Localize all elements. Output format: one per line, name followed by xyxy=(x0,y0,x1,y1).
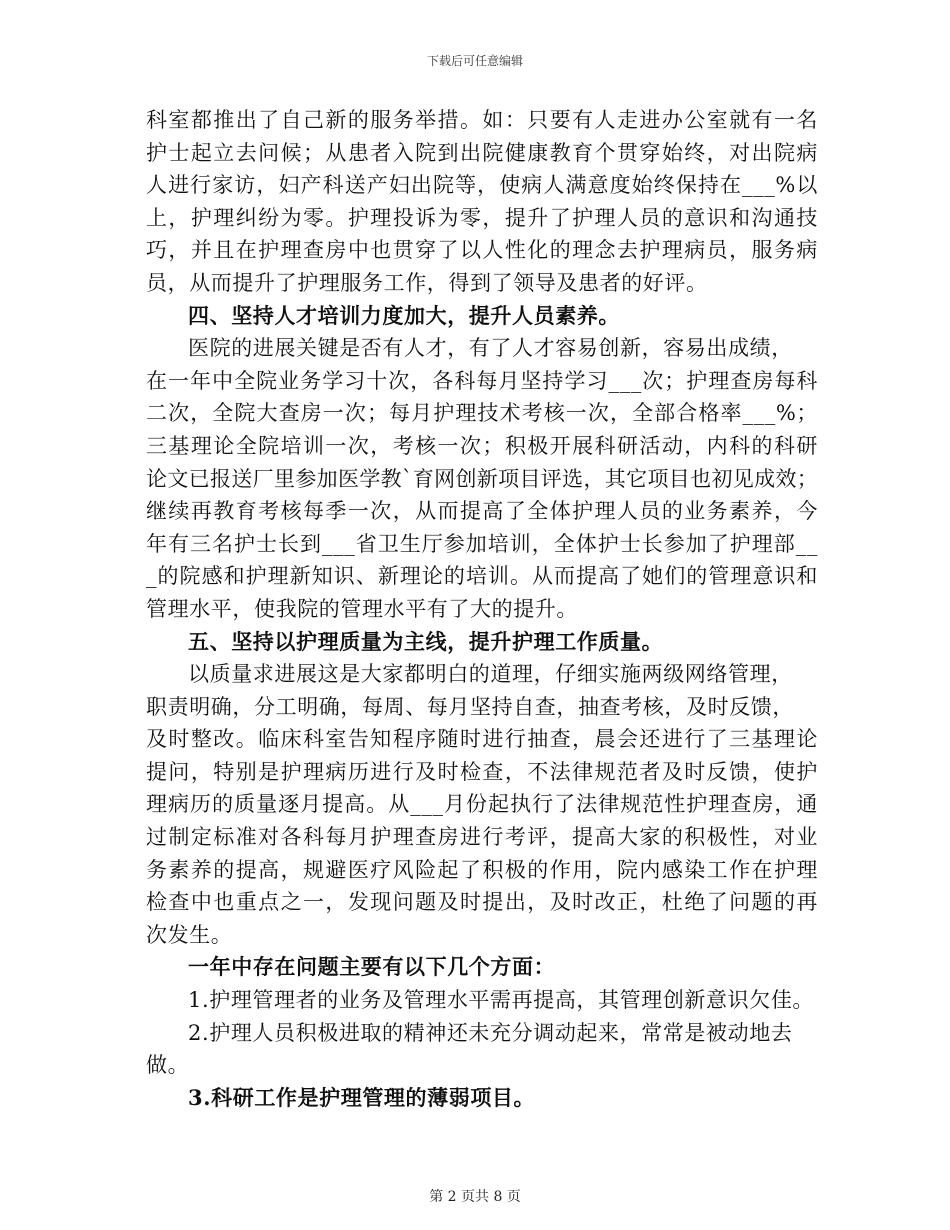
paragraph-line: 1.护理管理者的业务及管理水平需再提高，其管理创新意识欠佳。 xyxy=(188,988,815,1013)
document-body xyxy=(146,104,818,1114)
paragraph-line: 年有三名护士长到___省卫生厅参加培训，全体护士长参加了护理部__ xyxy=(146,531,818,556)
paragraph-line: 次发生。 xyxy=(146,922,233,947)
paragraph-line: 巧，并且在护理查房中也贯穿了以人性化的理念去护理病员，服务病 xyxy=(146,238,818,263)
paragraph-line: 人进行家访，妇产科送产妇出院等，使病人满意度始终保持在___%以 xyxy=(146,173,818,198)
paragraph-line: 科室都推出了自己新的服务举措。如：只要有人走进办公室就有一名 xyxy=(146,108,818,132)
paragraph-line: 2.护理人员积极进取的精神还未充分调动起来，常常是被动地去 xyxy=(188,1020,793,1045)
paragraph-line: 在一年中全院业务学习十次，各科每月坚持学习___次；护理查房每科 xyxy=(146,368,818,393)
section-heading: 3.科研工作是护理管理的薄弱项目。 xyxy=(188,1084,536,1110)
paragraph-line: 提问，特别是护理病历进行及时检查，不法律规范者及时反馈，使护 xyxy=(146,759,818,784)
paragraph-line: 务素养的提高，规避医疗风险起了积极的作用，院内感染工作在护理 xyxy=(146,857,818,882)
paragraph-line: 护士起立去问候；从患者入院到出院健康教育个贯穿始终，对出院病 xyxy=(146,140,818,165)
paragraph-line: 以质量求进展这是大家都明白的道理，仔细实施两级网络管理， xyxy=(188,662,793,687)
paragraph-line: 二次，全院大查房一次；每月护理技术考核一次，全部合格率___%； xyxy=(146,401,818,426)
section-heading: 一年中存在问题主要有以下几个方面： xyxy=(188,954,556,980)
paragraph-line: 继续再教育考核每季一次，从而提高了全体护理人员的业务素养，今 xyxy=(146,499,818,524)
paragraph-line: 三基理论全院培训一次，考核一次；积极开展科研活动，内科的科研 xyxy=(146,433,818,458)
paragraph-line: 做。 xyxy=(146,1053,190,1078)
paragraph-line: 职责明确，分工明确，每周、每月坚持自查，抽查考核，及时反馈， xyxy=(146,694,794,719)
paragraph-line: 及时整改。临床科室告知程序随时进行抽查，晨会还进行了三基理论 xyxy=(146,727,818,752)
page-footer: 第 2 页共 8 页 xyxy=(429,1189,521,1205)
paragraph-line: 上，护理纠纷为零。护理投诉为零，提升了护理人员的意识和沟通技 xyxy=(146,205,818,230)
paragraph-line: _的院感和护理新知识、新理论的培训。从而提高了她们的管理意识和 xyxy=(146,564,818,589)
paragraph-line: 检查中也重点之一，发现问题及时提出，及时改正，杜绝了问题的再 xyxy=(146,890,818,915)
paragraph-line: 员，从而提升了护理服务工作，得到了领导及患者的好评。 xyxy=(146,270,708,295)
page-header: 下载后可任意编辑 xyxy=(426,54,523,68)
paragraph-line: 过制定标准对各科每月护理查房进行考评，提高大家的积极性，对业 xyxy=(146,825,818,850)
paragraph-line: 理病历的质量逐月提高。从___月份起执行了法律规范性护理查房，通 xyxy=(146,792,818,817)
paragraph-line: 医院的进展关键是否有人才，有了人才容易创新，容易出成绩， xyxy=(188,336,793,361)
section-heading: 四、坚持人才培训力度加大，提升人员素养。 xyxy=(188,302,620,328)
paragraph-line: 管理水平，使我院的管理水平有了大的提升。 xyxy=(146,596,578,621)
paragraph-line: 论文已报送厂里参加医学教`育网创新项目评选，其它项目也初见成效； xyxy=(146,466,818,491)
section-heading: 五、坚持以护理质量为主线，提升护理工作质量。 xyxy=(188,628,664,654)
